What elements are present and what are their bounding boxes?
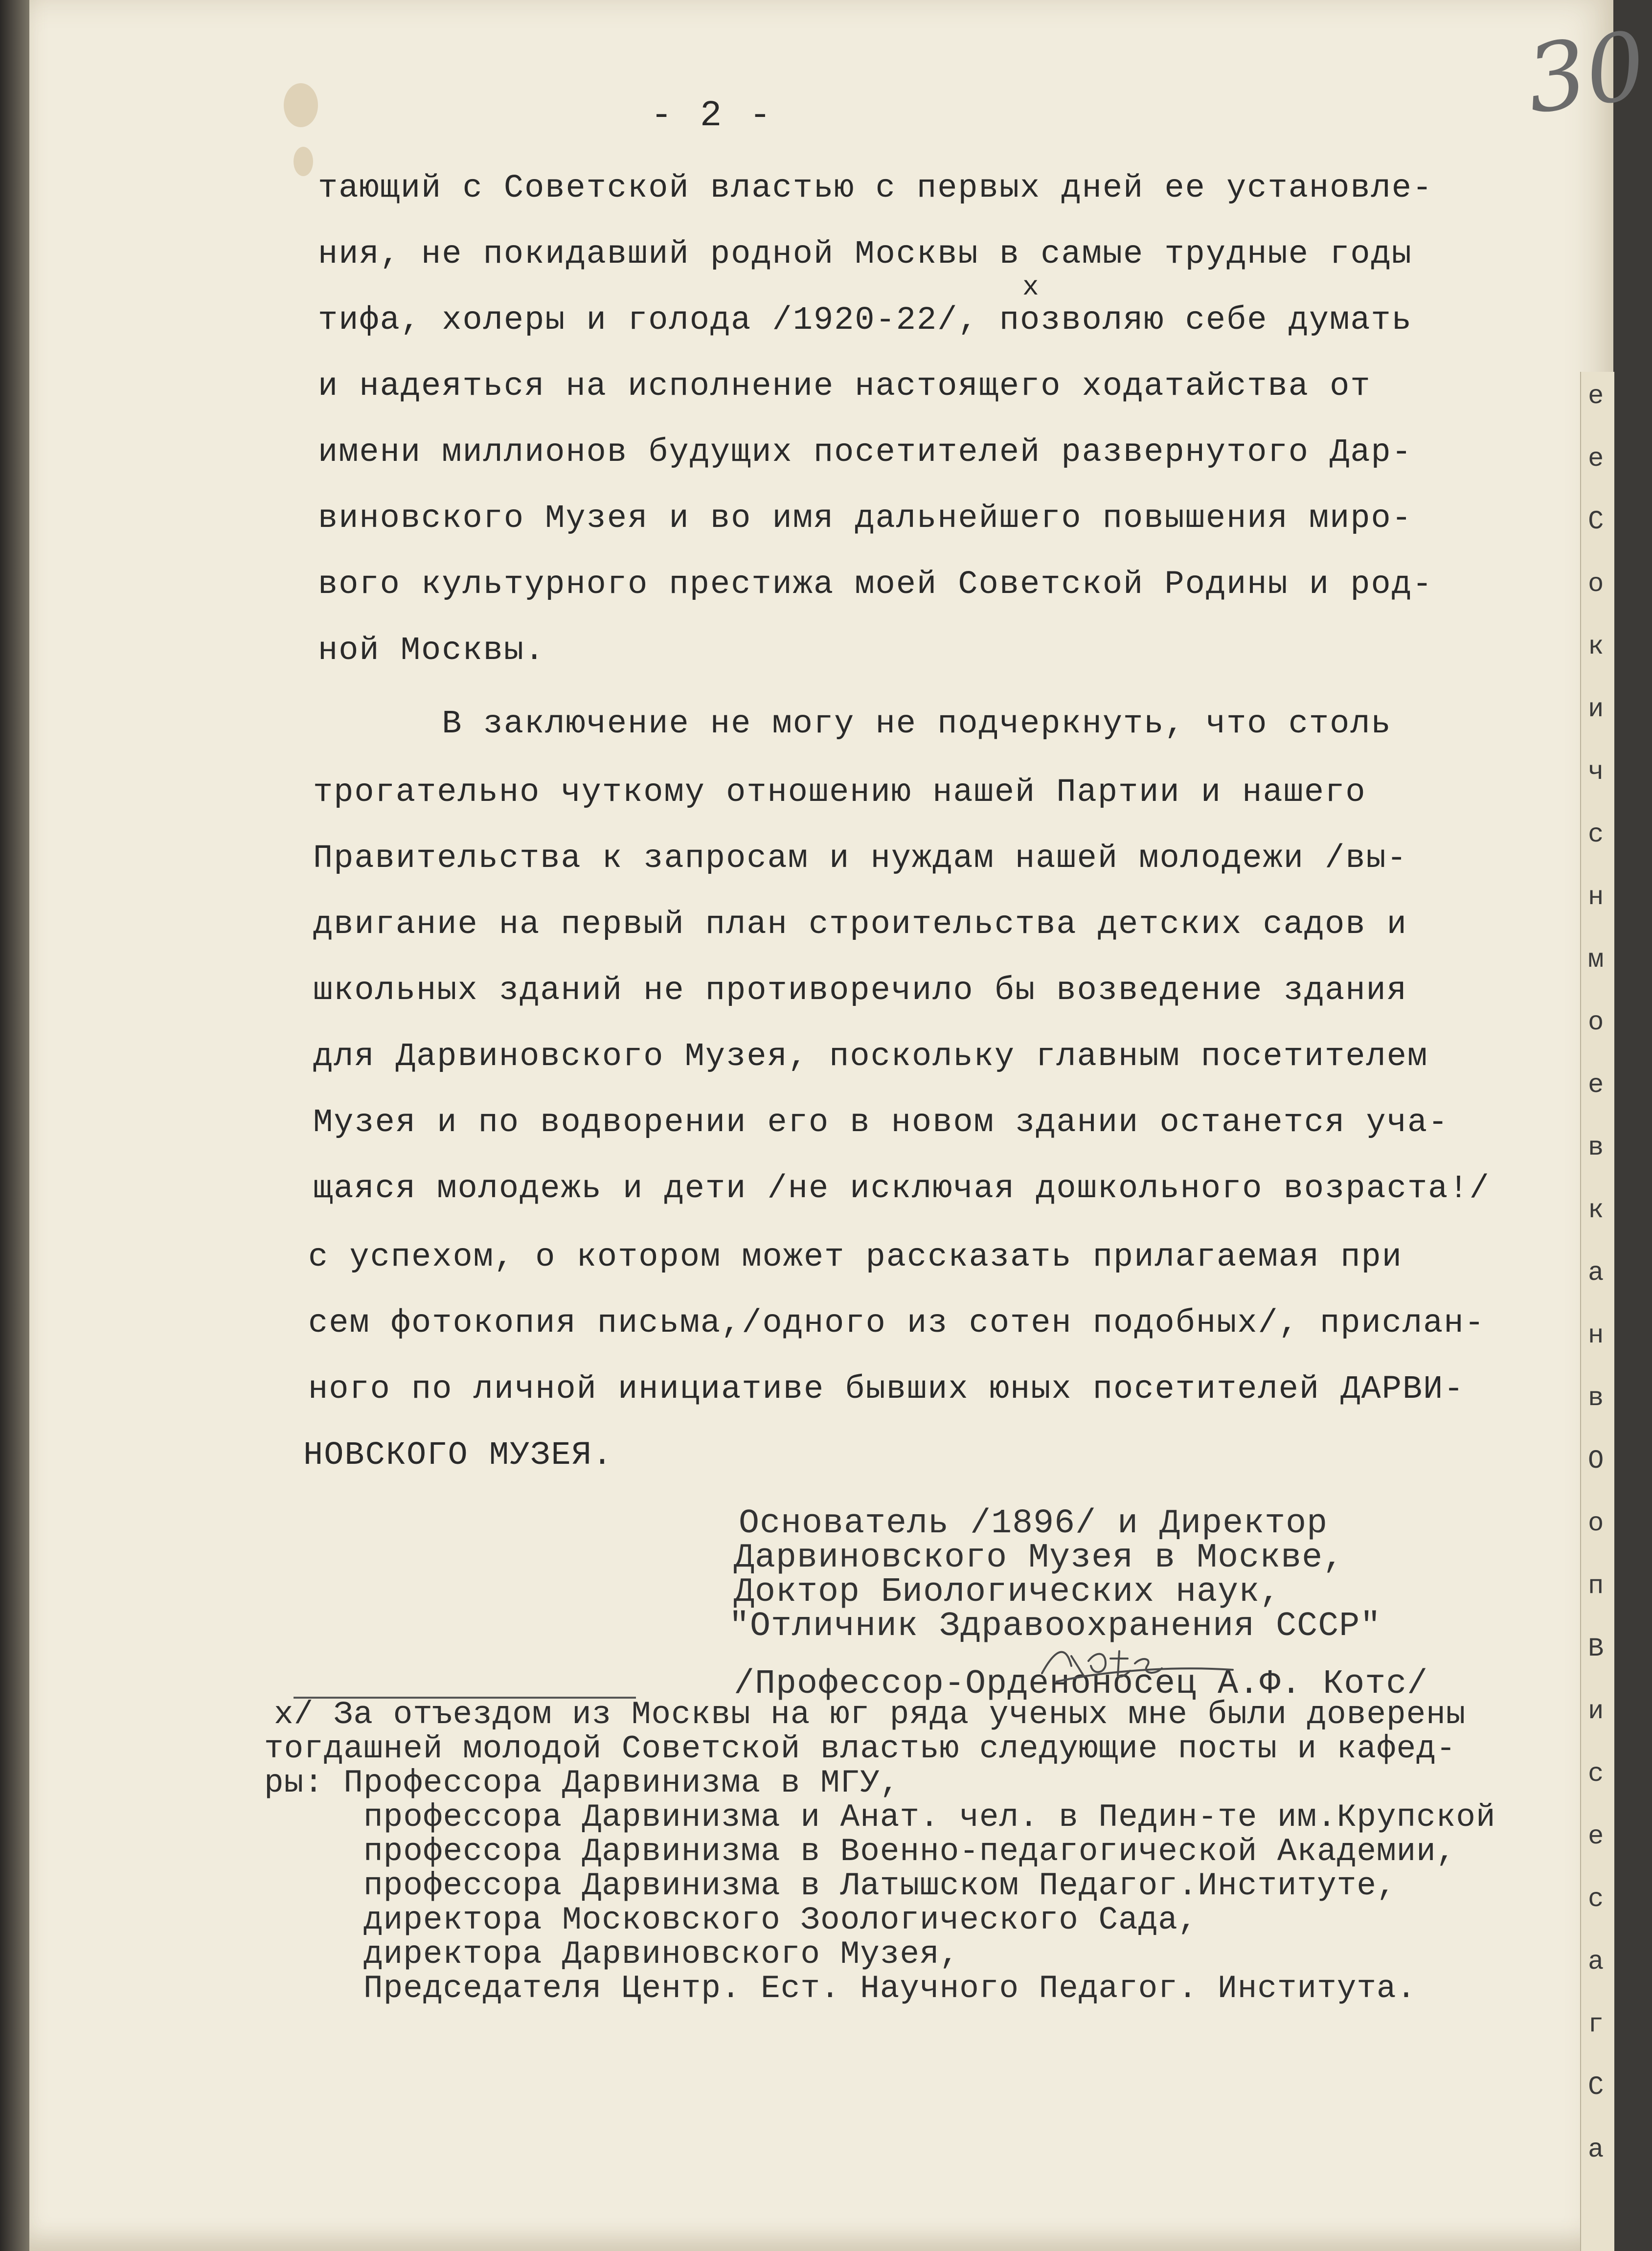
under-sheet-char: а bbox=[1588, 1947, 1604, 1977]
under-sheet-char: О bbox=[1588, 1446, 1604, 1476]
body-line: тифа, холеры и голода /1920-22/, позволяю себе думать bbox=[318, 302, 1412, 339]
under-sheet-char: о bbox=[1588, 569, 1604, 599]
body-line: НОВСКОГО МУЗЕЯ. bbox=[303, 1437, 613, 1474]
body-line: для Дарвиновского Музея, поскольку главным посетителем bbox=[313, 1038, 1428, 1075]
body-line: щаяся молодежь и дети /не исключая дошкольного возраста!/ bbox=[313, 1170, 1490, 1207]
body-line: ной Москвы. bbox=[318, 632, 545, 669]
signature-line: Доктор Биологических наук, bbox=[734, 1573, 1281, 1612]
under-sheet-char: е bbox=[1588, 1070, 1604, 1100]
footnote-line: ры: Профессора Дарвинизма в МГУ, bbox=[264, 1765, 900, 1801]
body-line: тающий с Советской властью с первых дней ее установле- bbox=[318, 170, 1433, 207]
under-sheet-char: С bbox=[1588, 507, 1604, 537]
under-sheet-char: о bbox=[1588, 1008, 1604, 1038]
under-sheet-char: а bbox=[1588, 1258, 1604, 1288]
document-page bbox=[29, 0, 1652, 2251]
body-line: ния, не покидавший родной Москвы в самые трудные годы bbox=[318, 236, 1412, 273]
footnote-line: профессора Дарвинизма в Военно-педагогической Академии, bbox=[264, 1833, 1456, 1870]
handwritten-signature bbox=[1037, 1637, 1243, 1690]
body-line: Музея и по водворении его в новом здании останется уча- bbox=[313, 1104, 1449, 1141]
under-sheet-char: ч bbox=[1588, 757, 1604, 787]
body-line: с успехом, о котором может рассказать прилагаемая при bbox=[308, 1239, 1403, 1276]
body-line: Правительства к запросам и нуждам нашей молодежи /вы- bbox=[313, 840, 1407, 877]
under-sheet-char: к bbox=[1588, 632, 1604, 662]
footnote-line: профессора Дарвинизма в Латышском Педагог.Институте, bbox=[264, 1867, 1397, 1904]
under-sheet-char: е bbox=[1588, 444, 1604, 474]
footnote-line: директора Дарвиновского Музея, bbox=[264, 1936, 960, 1973]
footnote-line: профессора Дарвинизма и Анат. чел. в Педин-те им.Крупской bbox=[264, 1799, 1496, 1836]
footnote-line: Председателя Центр. Ест. Научного Педагог. Института. bbox=[264, 1970, 1417, 2007]
body-line: имени миллионов будущих посетителей развернутого Дар- bbox=[318, 434, 1412, 471]
footnote-line: x/ За отъездом из Москвы на юг ряда ученых мне были доверены bbox=[274, 1696, 1466, 1733]
body-line: В заключение не могу не подчеркнуть, что столь bbox=[318, 705, 1392, 743]
body-line: виновского Музея и во имя дальнейшего повышения миро- bbox=[318, 500, 1412, 537]
under-sheet-char: с bbox=[1588, 820, 1604, 850]
body-line: и надеяться на исполнение настоящего ходатайства от bbox=[318, 368, 1371, 405]
folio-number: 30 bbox=[1520, 11, 1652, 135]
signature-line: Дарвиновского Музея в Москве, bbox=[734, 1539, 1344, 1577]
under-sheet-char: в bbox=[1588, 1384, 1604, 1413]
under-sheet-char: с bbox=[1588, 1759, 1604, 1789]
under-sheet-char: в bbox=[1588, 1133, 1604, 1163]
body-line: сем фотокопия письма,/одного из сотен подобных/, прислан- bbox=[308, 1305, 1485, 1342]
underlying-sheet-edge bbox=[1580, 372, 1614, 2251]
under-sheet-char: и bbox=[1588, 695, 1604, 725]
body-line: школьных зданий не противоречило бы возведение здания bbox=[313, 972, 1407, 1009]
signature-line: "Отличник Здравоохранения СССР" bbox=[729, 1607, 1381, 1646]
page-number: - 2 - bbox=[651, 95, 774, 136]
under-sheet-char: о bbox=[1588, 1509, 1604, 1539]
scan-left-edge bbox=[0, 0, 29, 2251]
body-line: вого культурного престижа моей Советской Родины и род- bbox=[318, 566, 1433, 603]
signature-line: Основатель /1896/ и Директор bbox=[739, 1504, 1328, 1543]
under-sheet-char: и bbox=[1588, 1697, 1604, 1727]
under-sheet-char: а bbox=[1588, 2135, 1604, 2165]
footnote-line: тогдашней молодой Советской властью следующие посты и кафед- bbox=[264, 1730, 1456, 1767]
under-sheet-char: г bbox=[1588, 2010, 1604, 2040]
body-line: трогательно чуткому отношению нашей Партии и нашего bbox=[313, 774, 1366, 811]
signature-line: /Профессор-Орденоносец А.Ф. Котс/ bbox=[734, 1665, 1428, 1704]
paper-stain bbox=[294, 147, 313, 176]
under-sheet-char: е bbox=[1588, 1822, 1604, 1852]
under-sheet-char: м bbox=[1588, 945, 1604, 975]
under-sheet-char: е bbox=[1588, 382, 1604, 411]
under-sheet-char: н bbox=[1588, 1321, 1604, 1351]
footnote-line: директора Московского Зоологического Сада, bbox=[264, 1902, 1198, 1938]
under-sheet-char: п bbox=[1588, 1571, 1604, 1601]
paper-stain bbox=[284, 83, 318, 127]
under-sheet-char: с bbox=[1588, 1885, 1604, 1914]
under-sheet-char: В bbox=[1588, 1634, 1604, 1664]
under-sheet-char: С bbox=[1588, 2072, 1604, 2102]
footnote-marker: x bbox=[1022, 272, 1039, 303]
body-line: двигание на первый план строительства детских садов и bbox=[313, 906, 1407, 943]
body-line: ного по личной инициативе бывших юных посетителей ДАРВИ- bbox=[308, 1371, 1465, 1408]
under-sheet-char: к bbox=[1588, 1196, 1604, 1226]
under-sheet-char: н bbox=[1588, 883, 1604, 912]
